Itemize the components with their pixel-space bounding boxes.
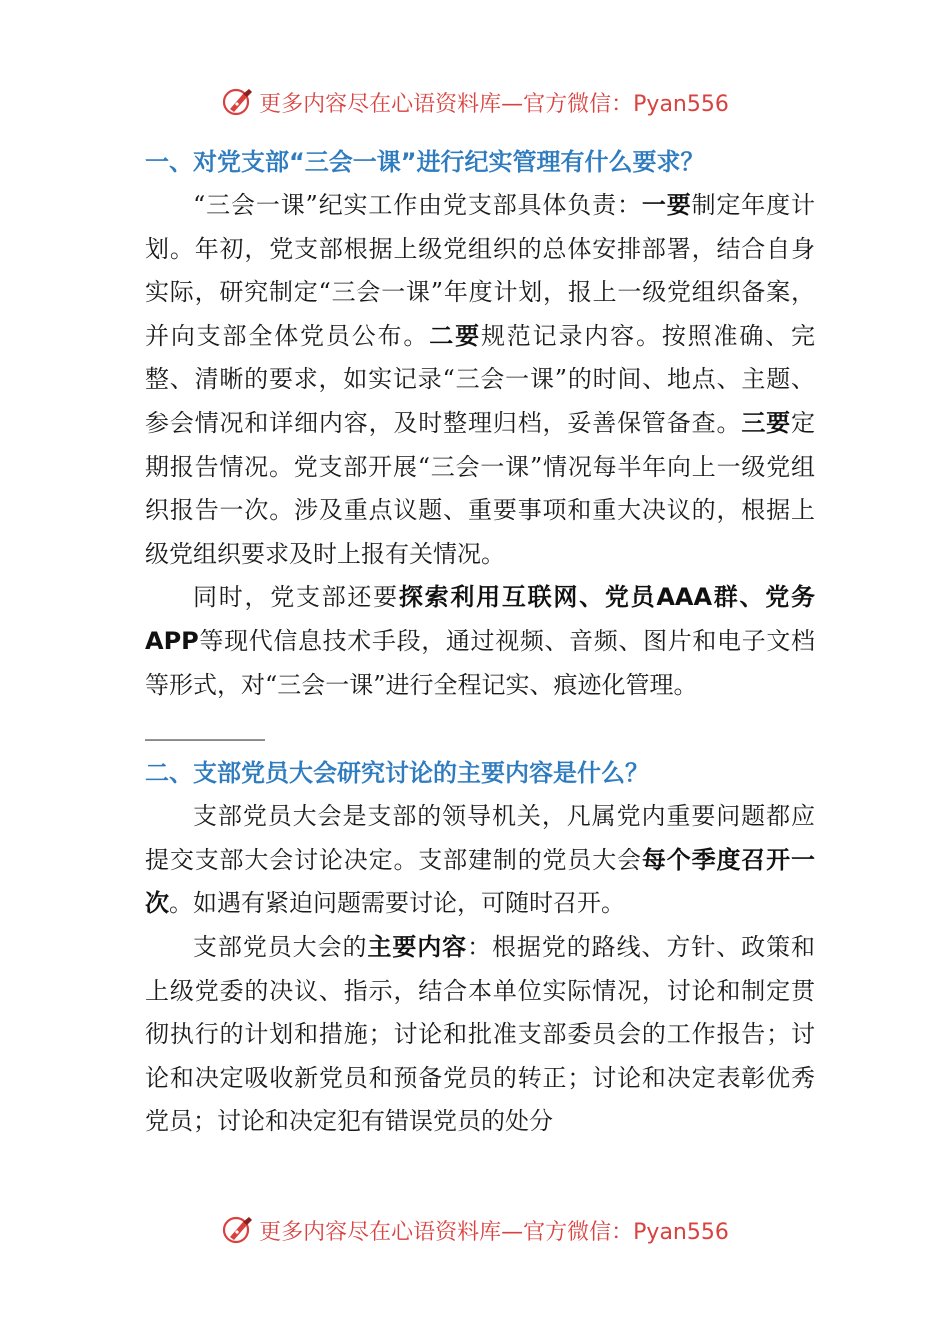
body-text: ：根据党的路线、方针、政策和上级党委的决议、指示，结合本单位实际情况，讨论和制定贯彻执行的计划和措施；讨论和批准支部委员会的工作报告；讨论和决定吸收新党员和预备党员的转正；讨论和决定表彰优秀党员；讨论和决定犯有错误党员的处分 — [145, 932, 816, 1136]
body-text: “三会一课”纪实工作由党支部具体负责： — [193, 191, 642, 219]
section2-heading: 二、支部党员大会研究讨论的主要内容是什么？ — [145, 759, 649, 788]
banner-text: 更多内容尽在心语资料库—官方微信：Pyan556 — [259, 91, 729, 117]
pen-nib-logo-icon — [221, 1213, 255, 1247]
body-text: 支部党员大会是支部的领导机关，凡属党内重要问题都应提交支部大会讨论决定。支部建制的党员大会 — [145, 802, 815, 874]
header-banner — [0, 82, 950, 122]
emphasis-text: 二要 — [429, 321, 481, 350]
body-text: 同时，党支部还要 — [193, 583, 399, 612]
body-text: 。如遇有紧迫问题需要讨论，可随时召开。 — [169, 889, 625, 918]
section2-paragraph-2 — [145, 926, 815, 1144]
document-body — [145, 140, 815, 1144]
section1-paragraph-1 — [145, 184, 815, 576]
emphasis-text: 每个季度召开一次 — [145, 845, 815, 918]
banner-text: 更多内容尽在心语资料库—官方微信：Pyan556 — [259, 1219, 729, 1245]
section1-paragraph-2 — [145, 576, 815, 707]
body-text: 支部党员大会的 — [193, 932, 368, 961]
body-text: 制定年度计划。年初，党支部根据上级党组织的总体安排部署，结合自身实际，研究制定“三会一课”年度计划，报上一级党组织备案，并向支部全体党员公布。 — [145, 191, 815, 350]
footer-banner — [0, 1210, 950, 1250]
emphasis-text: 三要 — [741, 408, 792, 437]
emphasis-text: 主要内容 — [367, 932, 468, 961]
body-text: 规范记录内容。按照准确、完整、清晰的要求，如实记录“三会一课”的时间、地点、主题、参会情况和详细内容，及时整理归档，妥善保管备查。 — [145, 321, 816, 437]
section-divider: __________ — [145, 713, 265, 742]
pen-nib-logo-icon — [221, 85, 255, 119]
section1-heading: 一、对党支部“三会一课”进行纪实管理有什么要求？ — [145, 148, 705, 176]
emphasis-text: 探索利用互联网、党员AAA群、党务APP — [145, 583, 815, 655]
section2-paragraph-1 — [145, 795, 815, 926]
body-text: 定期报告情况。党支部开展“三会一课”情况每半年向上一级党组织报告一次。涉及重点议题、重要事项和重大决议的，根据上级党组织要求及时上报有关情况。 — [145, 408, 816, 568]
emphasis-text: 一要 — [641, 191, 692, 219]
body-text: 等现代信息技术手段，通过视频、音频、图片和电子文档等形式，对“三会一课”进行全程记实、痕迹化管理。 — [145, 626, 815, 699]
